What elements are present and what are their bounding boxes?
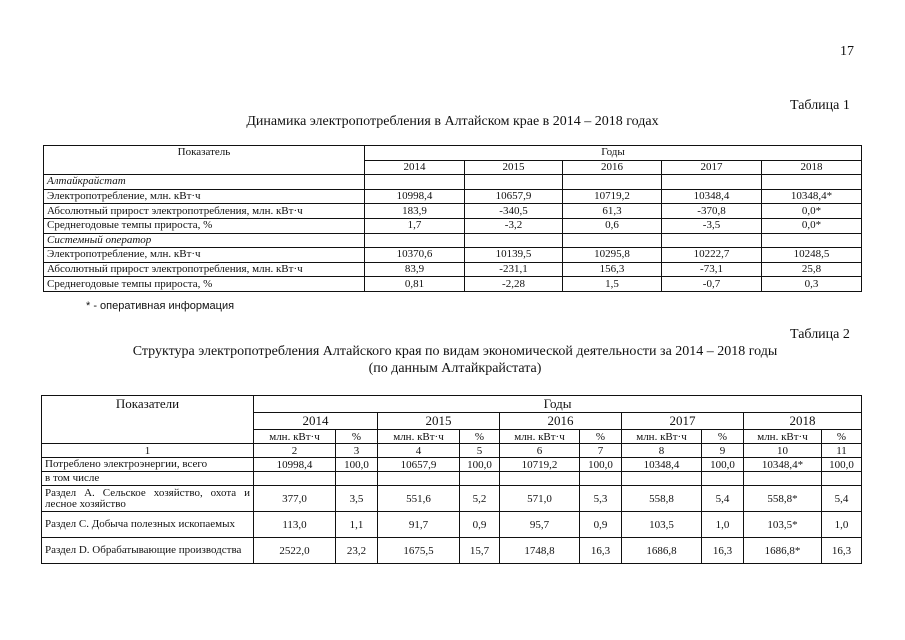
- cell-value: 10719,2: [500, 458, 580, 472]
- cell-value: 100,0: [336, 458, 378, 472]
- table2-caption: Таблица 2: [790, 327, 850, 342]
- cell-value: 10657,9: [378, 458, 460, 472]
- cell-value: 1686,8: [622, 538, 702, 564]
- cell-value: 2522,0: [254, 538, 336, 564]
- cell-value: 1,0: [702, 512, 744, 538]
- unit-pct: %: [336, 430, 378, 444]
- table2-year-2014: 2014: [254, 413, 378, 430]
- table1-caption: Таблица 1: [790, 98, 850, 113]
- row-label: Среднегодовые темпы прироста, %: [44, 218, 365, 233]
- cell-value: 183,9: [365, 204, 465, 219]
- table-row: [42, 538, 862, 564]
- col-number: 5: [460, 444, 500, 458]
- cell-value: 10248,5: [762, 248, 862, 263]
- cell-value: 61,3: [563, 204, 662, 219]
- cell-value: 91,7: [378, 512, 460, 538]
- table-row: [44, 218, 862, 233]
- table1-year-2017: 2017: [662, 160, 762, 175]
- col-number: 3: [336, 444, 378, 458]
- table2-header-years: Годы: [254, 396, 862, 413]
- row-label: Абсолютный прирост электропотребления, млн. кВт·ч: [44, 262, 365, 277]
- unit-mkwh: млн. кВт·ч: [622, 430, 702, 444]
- table-row: [42, 486, 862, 512]
- table-row: [44, 262, 862, 277]
- table2-year-2016: 2016: [500, 413, 622, 430]
- table1-year-2014: 2014: [365, 160, 465, 175]
- table1-title: Динамика электропотребления в Алтайском крае в 2014 – 2018 годах: [246, 114, 659, 129]
- table2: [41, 395, 862, 564]
- cell-value: 571,0: [500, 486, 580, 512]
- cell-value: 10348,4: [622, 458, 702, 472]
- cell-value: 5,4: [702, 486, 744, 512]
- cell-value: 15,7: [460, 538, 500, 564]
- cell-value: 5,3: [580, 486, 622, 512]
- col-number: 9: [702, 444, 744, 458]
- cell-value: -370,8: [662, 204, 762, 219]
- cell-value: 1,1: [336, 512, 378, 538]
- cell-value: 10719,2: [563, 189, 662, 204]
- row-label: Раздел C. Добыча полезных ископаемых: [42, 512, 254, 538]
- table2-year-2017: 2017: [622, 413, 744, 430]
- table1-header-years: Годы: [365, 146, 862, 161]
- row-label: Раздел A. Сельское хозяйство, охота и лесное хозяйство: [42, 486, 254, 512]
- row-label: Абсолютный прирост электропотребления, млн. кВт·ч: [44, 204, 365, 219]
- cell-value: 558,8: [622, 486, 702, 512]
- table-row: [42, 458, 862, 472]
- cell-value: 10348,4*: [762, 189, 862, 204]
- table2-header-row: [42, 396, 862, 413]
- cell-value: 10222,7: [662, 248, 762, 263]
- cell-value: 3,5: [336, 486, 378, 512]
- unit-pct: %: [460, 430, 500, 444]
- col-number: 8: [622, 444, 702, 458]
- cell-value: -0,7: [662, 277, 762, 292]
- cell-value: 10348,4*: [744, 458, 822, 472]
- cell-value: 100,0: [460, 458, 500, 472]
- cell-value: 100,0: [702, 458, 744, 472]
- cell-value: 23,2: [336, 538, 378, 564]
- unit-mkwh: млн. кВт·ч: [744, 430, 822, 444]
- table2-title: [60, 343, 850, 377]
- table2-title-line2: (по данным Алтайкрайстата): [368, 361, 542, 376]
- page-number: 17: [840, 44, 854, 59]
- cell-value: 100,0: [822, 458, 862, 472]
- cell-value: 10348,4: [662, 189, 762, 204]
- table1-section-row: [44, 233, 862, 248]
- table2-colnum-row: [42, 444, 862, 458]
- cell-value: 377,0: [254, 486, 336, 512]
- cell-value: 10998,4: [365, 189, 465, 204]
- row-label: Среднегодовые темпы прироста, %: [44, 277, 365, 292]
- cell-value: 10657,9: [465, 189, 563, 204]
- cell-value: -340,5: [465, 204, 563, 219]
- unit-mkwh: млн. кВт·ч: [500, 430, 580, 444]
- table1-year-2016: 2016: [563, 160, 662, 175]
- row-label: Электропотребление, млн. кВт·ч: [44, 189, 365, 204]
- cell-value: -3,2: [465, 218, 563, 233]
- cell-value: 1675,5: [378, 538, 460, 564]
- cell-value: 103,5: [622, 512, 702, 538]
- col-number: 6: [500, 444, 580, 458]
- row-label: Электропотребление, млн. кВт·ч: [44, 248, 365, 263]
- cell-value: 10139,5: [465, 248, 563, 263]
- cell-value: 0,3: [762, 277, 862, 292]
- cell-value: -231,1: [465, 262, 563, 277]
- cell-value: 0,9: [580, 512, 622, 538]
- cell-value: 0,9: [460, 512, 500, 538]
- table1-year-2015: 2015: [465, 160, 563, 175]
- unit-mkwh: млн. кВт·ч: [254, 430, 336, 444]
- table1-footnote: * - оперативная информация: [86, 300, 235, 312]
- table1: [43, 145, 862, 292]
- table-row: [42, 512, 862, 538]
- cell-value: 5,4: [822, 486, 862, 512]
- table-row: [44, 204, 862, 219]
- table2-header-indicator: Показатели: [42, 396, 254, 444]
- cell-value: 83,9: [365, 262, 465, 277]
- table-row: [44, 277, 862, 292]
- cell-value: 10370,6: [365, 248, 465, 263]
- cell-value: 16,3: [822, 538, 862, 564]
- cell-value: 113,0: [254, 512, 336, 538]
- cell-value: 25,8: [762, 262, 862, 277]
- cell-value: 156,3: [563, 262, 662, 277]
- cell-value: -3,5: [662, 218, 762, 233]
- cell-value: 0,81: [365, 277, 465, 292]
- cell-value: 1,5: [563, 277, 662, 292]
- table1-year-2018: 2018: [762, 160, 862, 175]
- table1-section-label: Алтайкрайстат: [44, 175, 365, 190]
- cell-value: 0,0*: [762, 218, 862, 233]
- table1-header-row: [44, 146, 862, 161]
- cell-value: 0,0*: [762, 204, 862, 219]
- col-number: 4: [378, 444, 460, 458]
- cell-value: 1,7: [365, 218, 465, 233]
- col-number: 11: [822, 444, 862, 458]
- table1-section-row: [44, 175, 862, 190]
- cell-value: 10295,8: [563, 248, 662, 263]
- cell-value: 95,7: [500, 512, 580, 538]
- table1-section-label: Системный оператор: [44, 233, 365, 248]
- cell-value: 100,0: [580, 458, 622, 472]
- col-number: 10: [744, 444, 822, 458]
- cell-value: 103,5*: [744, 512, 822, 538]
- row-label: Потреблено электроэнергии, всего: [42, 458, 254, 472]
- cell-value: -73,1: [662, 262, 762, 277]
- row-label: в том числе: [42, 472, 254, 486]
- cell-value: -2,28: [465, 277, 563, 292]
- table1-header-indicator: Показатель: [44, 146, 365, 175]
- unit-pct: %: [822, 430, 862, 444]
- unit-pct: %: [580, 430, 622, 444]
- table2-title-line1: Структура электропотребления Алтайского края по видам экономической деятельности за 2014 – 2018 годы: [132, 344, 778, 359]
- cell-value: 558,8*: [744, 486, 822, 512]
- table2-year-2018: 2018: [744, 413, 862, 430]
- cell-value: 5,2: [460, 486, 500, 512]
- col-number: 7: [580, 444, 622, 458]
- cell-value: 0,6: [563, 218, 662, 233]
- cell-value: 551,6: [378, 486, 460, 512]
- cell-value: 16,3: [580, 538, 622, 564]
- table-row: [44, 248, 862, 263]
- table2-year-2015: 2015: [378, 413, 500, 430]
- unit-mkwh: млн. кВт·ч: [378, 430, 460, 444]
- table-row: [42, 472, 862, 486]
- cell-value: 1748,8: [500, 538, 580, 564]
- col-number: 1: [42, 444, 254, 458]
- row-label: Раздел D. Обрабатывающие производства: [42, 538, 254, 564]
- cell-value: 16,3: [702, 538, 744, 564]
- cell-value: 1686,8*: [744, 538, 822, 564]
- cell-value: 10998,4: [254, 458, 336, 472]
- unit-pct: %: [702, 430, 744, 444]
- table-row: [44, 189, 862, 204]
- col-number: 2: [254, 444, 336, 458]
- cell-value: 1,0: [822, 512, 862, 538]
